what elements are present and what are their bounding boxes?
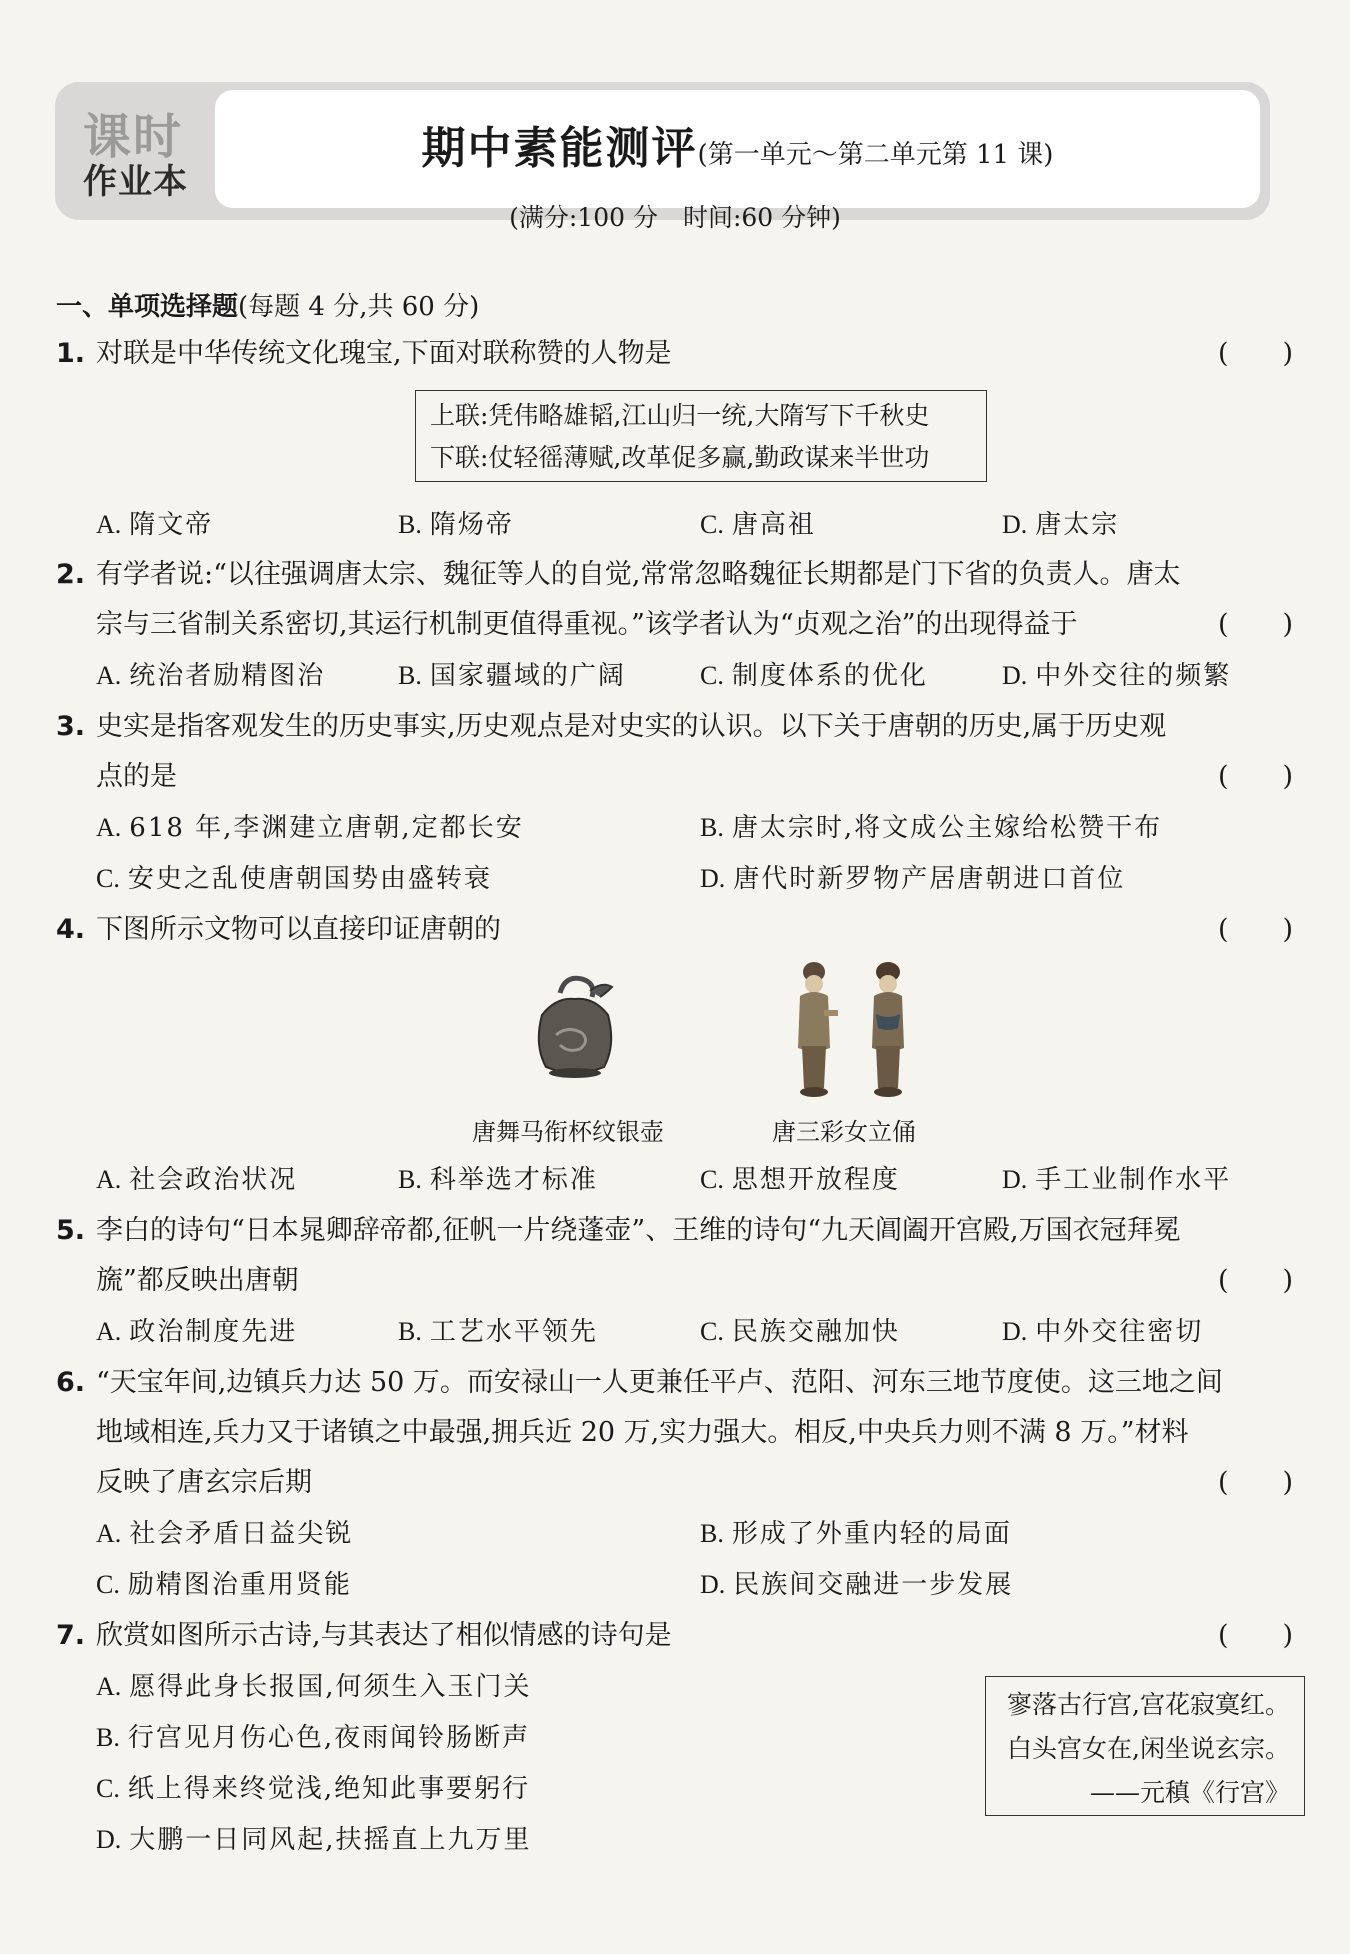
option-a: A. 社会政治状况: [96, 1165, 298, 1195]
poem-box: [985, 1676, 1305, 1816]
logo-top-text: 课时: [83, 109, 184, 165]
score-time-info: (满分:100 分 时间:60 分钟): [509, 203, 841, 232]
silver-pot-image: [520, 975, 630, 1080]
option-b: B. 国家疆域的广阔: [398, 661, 626, 691]
question-text-line2: 点的是: [96, 761, 177, 792]
option-c: C. 唐高祖: [700, 510, 816, 540]
question-text-line3: 反映了唐玄宗后期: [96, 1467, 312, 1498]
page-title-scope: (第一单元～第二单元第 11 课): [697, 140, 1054, 170]
answer-blank: ( ): [1218, 914, 1294, 945]
option-d: D. 大鹏一日同风起,扶摇直上九万里: [96, 1825, 532, 1855]
question-text: 欣赏如图所示古诗,与其表达了相似情感的诗句是: [96, 1620, 672, 1651]
option-a: A. 政治制度先进: [96, 1317, 298, 1347]
answer-blank: ( ): [1218, 338, 1294, 369]
option-a: A. 618 年,李渊建立唐朝,定都长安: [96, 813, 524, 843]
question-7: [56, 1616, 1306, 1656]
option-b: B. 形成了外重内轻的局面: [700, 1519, 1012, 1549]
answer-blank: ( ): [1218, 1467, 1294, 1498]
couplet-lower: 下联:仗轻徭薄赋,改革促多赢,勤政谋来半世功: [430, 443, 930, 472]
question-number: 5.: [56, 1215, 86, 1246]
option-d: D. 手工业制作水平: [1002, 1165, 1232, 1195]
question-text-line2: 旒”都反映出唐朝: [96, 1265, 299, 1296]
caption-silver-pot: 唐舞马衔杯纹银壶: [472, 1118, 664, 1146]
question-4: [56, 910, 1306, 950]
option-d: D. 唐代时新罗物产居唐朝进口首位: [700, 864, 1126, 894]
section-heading: 一、单项选择题: [56, 292, 239, 322]
logo-bottom-text: 作业本: [83, 162, 188, 202]
answer-blank: ( ): [1218, 1265, 1294, 1296]
option-b: B. 隋炀帝: [398, 510, 514, 540]
option-d: D. 中外交往的频繁: [1002, 661, 1232, 691]
question-text-line1: “天宝年间,边镇兵力达 50 万。而安禄山一人更兼任平卢、范阳、河东三地节度使。这三地之间: [96, 1367, 1223, 1398]
poem-line-2: 白头宫女在,闲坐说玄宗。: [1007, 1734, 1290, 1763]
question-text: 下图所示文物可以直接印证唐朝的: [96, 914, 501, 945]
question-text-line1: 李白的诗句“日本晁卿辞帝都,征帆一片绕蓬壶”、王维的诗句“九天阊阖开宫殿,万国衣冠拜冕: [96, 1215, 1181, 1246]
section-note: (每题 4 分,共 60 分): [238, 292, 480, 322]
question-number: 6.: [56, 1367, 86, 1398]
option-a: A. 统治者励精图治: [96, 661, 326, 691]
question-5: [56, 1211, 1306, 1251]
option-b: B. 唐太宗时,将文成公主嫁给松赞干布: [700, 813, 1163, 843]
page-title: 期中素能测评: [421, 123, 698, 174]
tang-sancai-figurines-image: [780, 958, 925, 1103]
option-c: C. 励精图治重用贤能: [96, 1570, 352, 1600]
option-c: C. 纸上得来终觉浅,绝知此事要躬行: [96, 1774, 531, 1804]
option-d: D. 中外交往密切: [1002, 1317, 1204, 1347]
option-b: B. 科举选才标准: [398, 1165, 598, 1195]
poem-line-1: 寥落古行宫,宫花寂寞红。: [1007, 1690, 1290, 1719]
option-a: A. 社会矛盾日益尖锐: [96, 1519, 354, 1549]
couplet-upper: 上联:凭伟略雄韬,江山归一统,大隋写下千秋史: [430, 401, 930, 430]
answer-blank: ( ): [1218, 761, 1294, 792]
logo: [77, 98, 227, 208]
option-a: A. 隋文帝: [96, 510, 214, 540]
question-3: [56, 707, 1306, 747]
option-c: C. 安史之乱使唐朝国势由盛转衰: [96, 864, 492, 894]
option-b: B. 工艺水平领先: [398, 1317, 598, 1347]
question-6: [56, 1363, 1306, 1403]
answer-blank: ( ): [1218, 1620, 1294, 1651]
question-1: [56, 334, 1306, 374]
question-number: 1.: [56, 338, 86, 369]
title-box: [215, 90, 1260, 208]
question-number: 7.: [56, 1620, 86, 1651]
question-text-line2: 宗与三省制关系密切,其运行机制更值得重视。”该学者认为“贞观之治”的出现得益于: [96, 609, 1078, 640]
option-d: D. 唐太宗: [1002, 510, 1120, 540]
question-text: 对联是中华传统文化瑰宝,下面对联称赞的人物是: [96, 338, 672, 369]
option-c: C. 民族交融加快: [700, 1317, 900, 1347]
poem-source: ——元稹《行宫》: [1089, 1778, 1290, 1807]
option-c: C. 思想开放程度: [700, 1165, 900, 1195]
section-title: [56, 286, 479, 323]
question-text-line2: 地域相连,兵力又于诸镇之中最强,拥兵近 20 万,实力强大。相反,中央兵力则不满 8 万。”材料: [96, 1417, 1189, 1448]
option-d: D. 民族间交融进一步发展: [700, 1570, 1014, 1600]
option-b: B. 行宫见月伤心色,夜雨闻铃肠断声: [96, 1723, 531, 1753]
question-2: [56, 555, 1306, 595]
option-c: C. 制度体系的优化: [700, 661, 928, 691]
question-text-line1: 史实是指客观发生的历史事实,历史观点是对史实的认识。以下关于唐朝的历史,属于历史观: [96, 711, 1167, 742]
question-number: 2.: [56, 559, 86, 590]
question-number: 4.: [56, 914, 86, 945]
couplet-box: [415, 390, 987, 482]
question-number: 3.: [56, 711, 86, 742]
answer-blank: ( ): [1218, 609, 1294, 640]
question-text-line1: 有学者说:“以往强调唐太宗、魏征等人的自觉,常常忽略魏征长期都是门下省的负责人。唐太: [96, 559, 1181, 590]
caption-figurines: 唐三彩女立俑: [772, 1118, 916, 1146]
option-a: A. 愿得此身长报国,何须生入玉门关: [96, 1672, 532, 1702]
